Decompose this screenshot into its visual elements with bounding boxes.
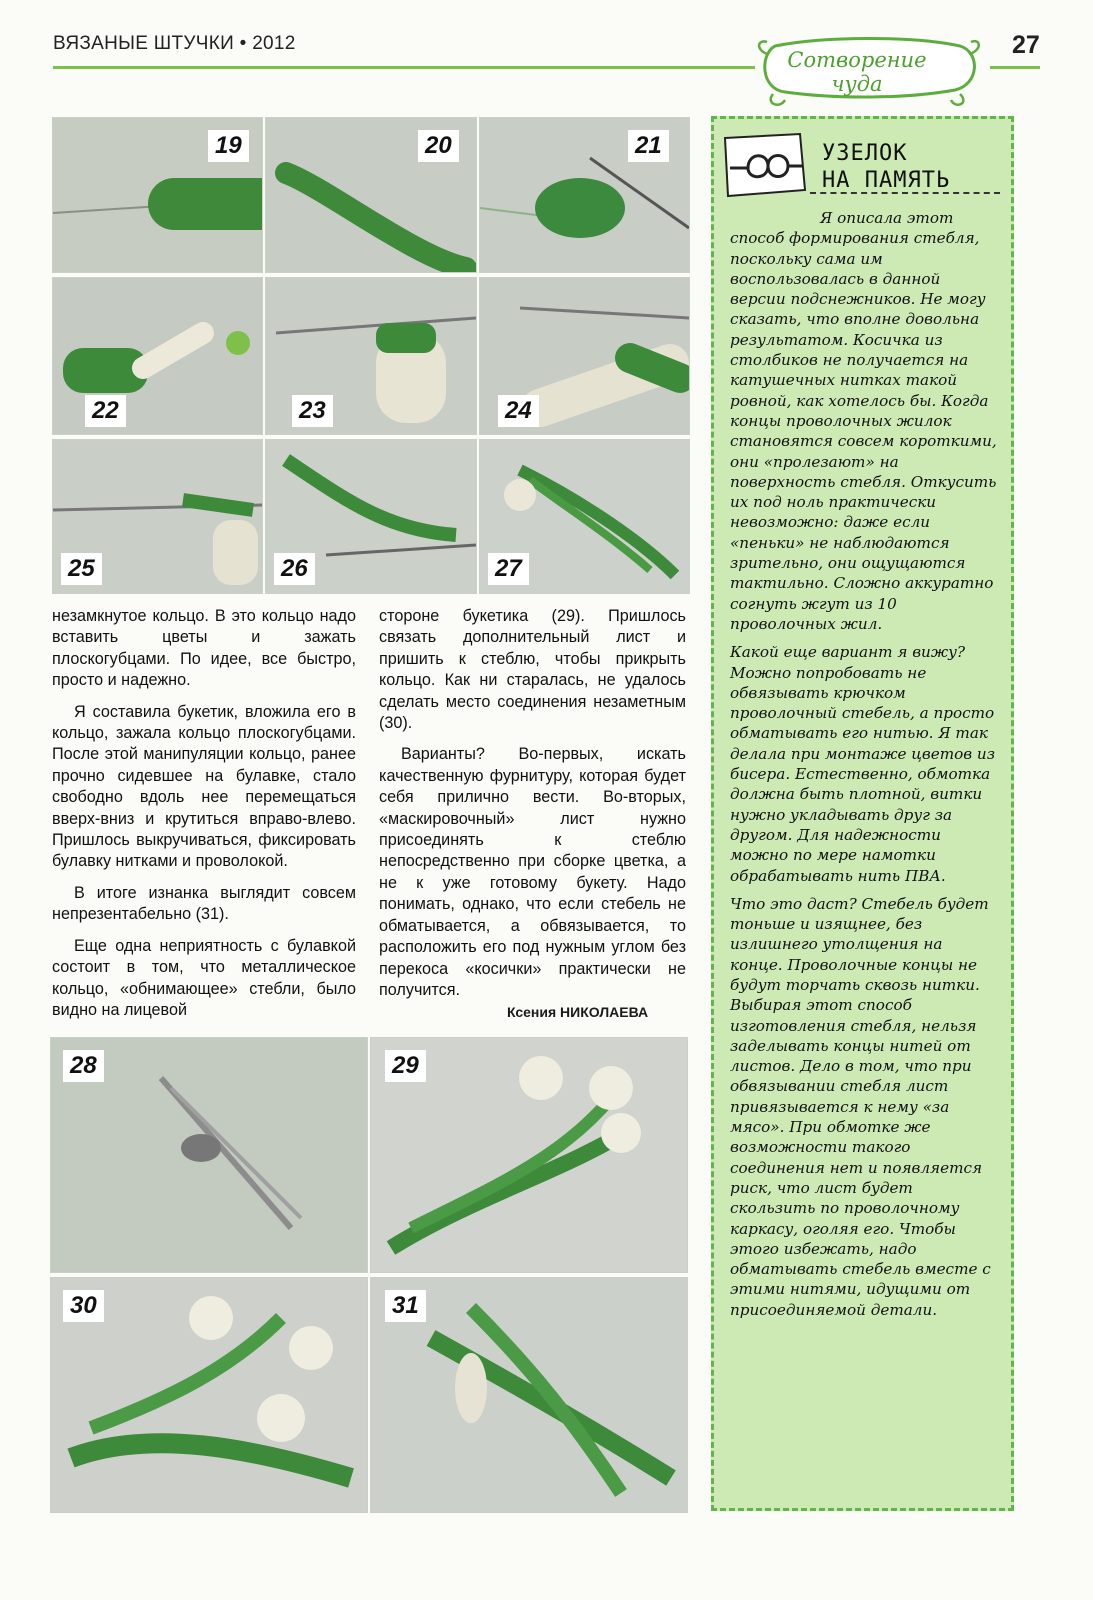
photo-19 bbox=[52, 117, 263, 273]
photo-30 bbox=[50, 1277, 368, 1513]
photo-21 bbox=[479, 117, 690, 273]
photo-number: 25 bbox=[61, 553, 102, 585]
section-title: Сотворение чуда bbox=[787, 48, 927, 96]
photo-25 bbox=[52, 439, 263, 594]
photo-23 bbox=[265, 277, 477, 435]
article-paragraph: Я составила букетик, вложила его в кольцо, зажала кольцо плоскогубцами. После этой манипуляции кольцо, ранее прочно сидевшее на булавке, стало свободно вдоль нее перемещаться вверх-вниз и крутиться вправо-влево. Пришлось выкручиваться, фиксировать булавку нитками и проволокой. bbox=[52, 702, 356, 871]
article-column-2 bbox=[379, 606, 686, 1011]
photo-number: 28 bbox=[63, 1050, 104, 1082]
photo-number: 22 bbox=[85, 395, 126, 427]
photo-29 bbox=[370, 1037, 688, 1273]
header-rule-right bbox=[990, 66, 1040, 69]
article-paragraph: незамкнутое кольцо. В это кольцо надо вставить цветы и зажать плоскогубцами. По идее, все быстро, просто и надежно. bbox=[52, 607, 356, 690]
article-paragraph: Еще одна неприятность с булавкой состоит в том, что металлическое кольцо, «обнимающее» стебли, было видно на лицевой bbox=[52, 936, 356, 1019]
knot-card-icon bbox=[720, 130, 810, 200]
magazine-title: ВЯЗАНЫЕ ШТУЧКИ • 2012 bbox=[53, 33, 296, 54]
sidebar-title bbox=[822, 140, 950, 194]
author-byline: Ксения НИКОЛАЕВА bbox=[507, 1004, 649, 1020]
photo-27 bbox=[479, 439, 690, 594]
photo-number: 27 bbox=[488, 553, 529, 585]
photo-number: 19 bbox=[208, 130, 249, 162]
photo-number: 20 bbox=[418, 130, 459, 162]
photo-26 bbox=[265, 439, 477, 594]
photo-number: 26 bbox=[274, 553, 315, 585]
photo-24 bbox=[479, 277, 690, 435]
sidebar-paragraph: Я описала этот способ формирования стебля, поскольку сама им воспользовалась в данной версии подснежников. Не могу сказать, что вполне довольна результатом. Косичка из столбиков не получается на катушечных нитках такой ровной, как хотелось бы. Когда концы проволочных жилок становятся совсем короткими, они «пролезают» на поверхность стебля. Откусить их под ноль практически невозможно: даже если «пеньки» не наблюдаются зрительно, они ощущаются тактильно. Сложно аккуратно согнуть жгут из 10 проволочных жил. bbox=[730, 209, 997, 633]
sidebar-paragraph: Что это даст? Стебель будет тоньше и изящнее, без излишнего утолщения на конце. Проволочные концы не будут торчать сквозь нитки. Выбирая этот способ изготовления стебля, нельзя заделывать концы нитей от листов. Дело в том, что при обвязывании стебля лист привязывается к нему «за мясо». При обмотке же возможности такого соединения нет и появляется риск, что лист будет скользить по проволочному каркасу, оголяя его. Чтобы этого избежать, надо обматывать стебель вместе с этими нитями, идущими от присоединяемой детали. bbox=[730, 894, 991, 1319]
article-paragraph: Варианты? Во-первых, искать качественную фурнитуру, которая будет себя прилично вести. Во-вторых, «маскировочный» лист нужно присоединять к стеблю непосредственно при сборке цветка, а не к уже готовому букету. Надо понимать, однако, что если стебель не обматывается, а обвязывается, то расположить его под нужным углом без перекоса «косички» практически не получится. bbox=[379, 745, 686, 999]
page-number: 27 bbox=[1012, 31, 1040, 59]
sidebar-title-rule bbox=[810, 192, 1000, 194]
sidebar-paragraph: Какой еще вариант я вижу? Можно попробовать не обвязывать крючком проволочный стебель, а просто обматывать его нитью. Я так делала при монтаже цветов из бисера. Естественно, обмотка должна быть плотной, витки нужно укладывать друг за другом. Для надежности можно по мере намотки обрабатывать нить ПВА. bbox=[730, 643, 995, 885]
photo-28 bbox=[50, 1037, 368, 1273]
sidebar-text bbox=[730, 208, 998, 1328]
photo-number: 21 bbox=[628, 130, 669, 162]
article-column-1 bbox=[52, 606, 356, 1031]
header-rule bbox=[53, 66, 755, 69]
photo-22 bbox=[52, 277, 263, 435]
article-paragraph: стороне букетика (29). Пришлось связать дополнительный лист и пришить к стеблю, чтобы прикрыть кольцо. Как ни старалась, не удалось сделать место соединения незаметным (30). bbox=[379, 607, 686, 733]
photo-number: 30 bbox=[63, 1290, 104, 1322]
sidebar-title-line2: НА ПАМЯТЬ bbox=[822, 168, 951, 193]
photo-20 bbox=[265, 117, 477, 273]
article-paragraph: В итоге изнанка выглядит совсем непрезентабельно (31). bbox=[52, 883, 356, 924]
photo-number: 24 bbox=[498, 395, 539, 427]
photo-31 bbox=[370, 1277, 688, 1513]
sidebar-title-line1: УЗЕЛОК bbox=[822, 141, 908, 166]
photo-number: 23 bbox=[292, 395, 333, 427]
photo-number: 29 bbox=[385, 1050, 426, 1082]
photo-number: 31 bbox=[385, 1290, 426, 1322]
